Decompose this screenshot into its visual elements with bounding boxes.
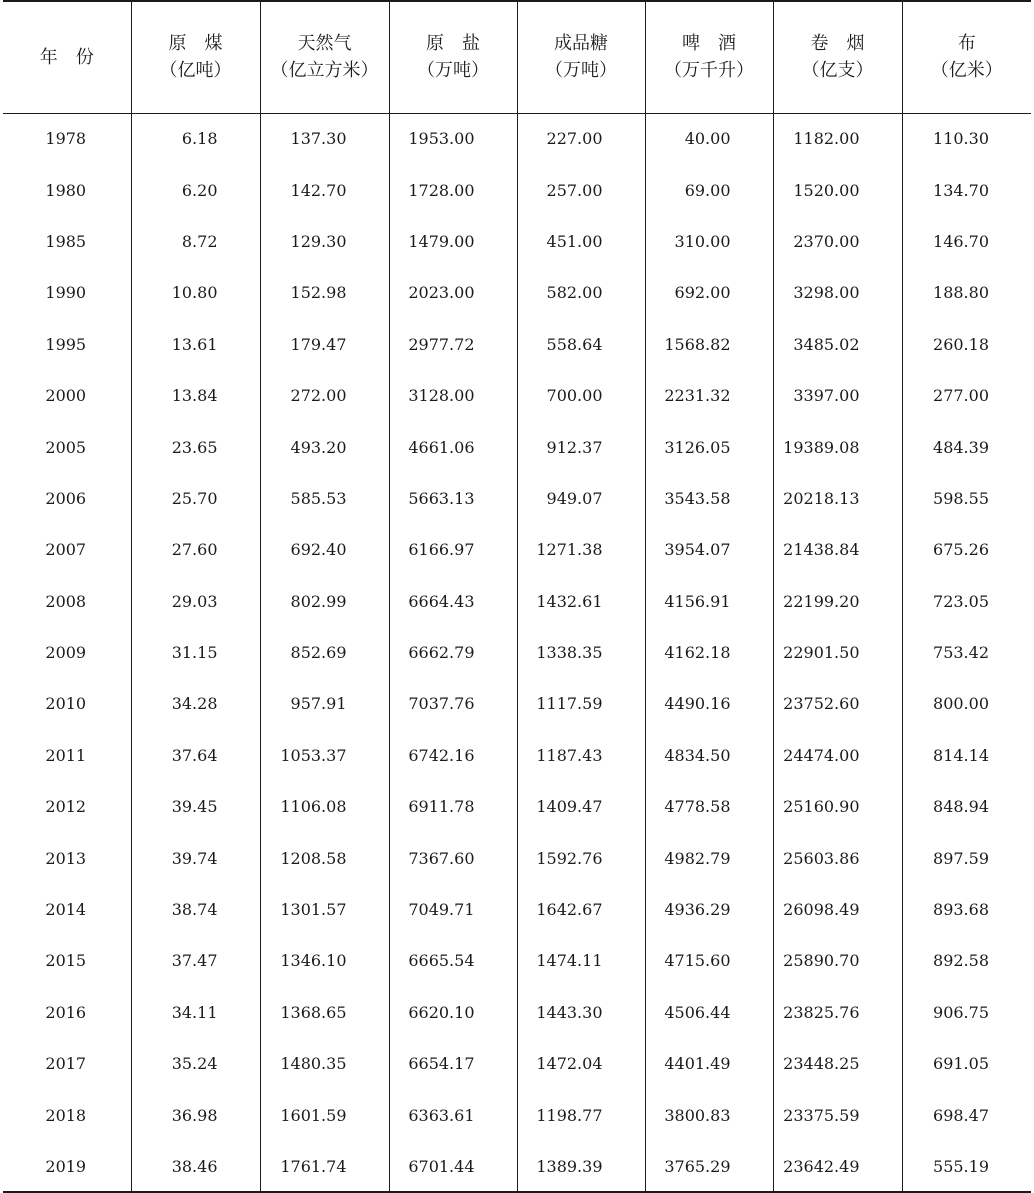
cell-year: 1978 xyxy=(45,129,87,149)
header-raw-coal-label: 原 煤 xyxy=(168,33,223,55)
cell-natural-gas: 1480.35 xyxy=(260,1038,389,1089)
cell-year: 2008 xyxy=(45,591,87,611)
cell-cloth: 906.75 xyxy=(902,987,1031,1038)
cell-raw-coal: 13.84 xyxy=(131,370,260,421)
cell-raw-coal: 34.11 xyxy=(131,987,260,1038)
cell-natural-gas: 1761.74 xyxy=(260,1141,389,1192)
cell-raw-salt: 1728.00 xyxy=(389,164,517,215)
cell-beer: 69.00 xyxy=(645,164,773,215)
cell-year: 1995 xyxy=(45,334,87,354)
cell-refined-sugar: 1271.38 xyxy=(517,524,645,575)
cell-year: 2016 xyxy=(45,1002,87,1022)
cell-natural-gas: 1346.10 xyxy=(260,935,389,986)
cell-refined-sugar: 949.07 xyxy=(517,473,645,524)
table-row xyxy=(3,627,1031,678)
cell-natural-gas: 1368.65 xyxy=(260,987,389,1038)
cell-raw-salt: 6911.78 xyxy=(389,781,517,832)
header-cloth xyxy=(902,1,1031,113)
header-cloth-label: 布 xyxy=(957,33,976,55)
cell-raw-salt: 4661.06 xyxy=(389,421,517,472)
table-body xyxy=(3,113,1031,1192)
cell-refined-sugar: 451.00 xyxy=(517,216,645,267)
table-row xyxy=(3,781,1031,832)
cell-cigarettes: 25890.70 xyxy=(773,935,902,986)
cell-cigarettes: 21438.84 xyxy=(773,524,902,575)
header-raw-coal-unit: （亿吨） xyxy=(159,60,232,82)
cell-natural-gas: 1106.08 xyxy=(260,781,389,832)
cell-refined-sugar: 1409.47 xyxy=(517,781,645,832)
cell-cloth: 134.70 xyxy=(902,164,1031,215)
cell-raw-coal: 38.74 xyxy=(131,884,260,935)
header-year-label: 年 份 xyxy=(39,46,94,68)
production-statistics-table xyxy=(3,0,1031,1193)
table-row xyxy=(3,267,1031,318)
cell-natural-gas: 957.91 xyxy=(260,678,389,729)
cell-raw-salt: 7037.76 xyxy=(389,678,517,729)
cell-raw-salt: 2977.72 xyxy=(389,319,517,370)
cell-cigarettes: 23448.25 xyxy=(773,1038,902,1089)
cell-cigarettes: 25160.90 xyxy=(773,781,902,832)
cell-natural-gas: 142.70 xyxy=(260,164,389,215)
cell-raw-salt: 6363.61 xyxy=(389,1089,517,1140)
cell-year: 2005 xyxy=(45,437,87,457)
cell-cigarettes: 3397.00 xyxy=(773,370,902,421)
cell-cigarettes: 19389.08 xyxy=(773,421,902,472)
cell-cigarettes: 3298.00 xyxy=(773,267,902,318)
cell-refined-sugar: 582.00 xyxy=(517,267,645,318)
header-cigarettes xyxy=(773,1,902,113)
cell-cigarettes: 24474.00 xyxy=(773,730,902,781)
cell-cloth: 893.68 xyxy=(902,884,1031,935)
table-row xyxy=(3,370,1031,421)
cell-beer: 4162.18 xyxy=(645,627,773,678)
table-row xyxy=(3,421,1031,472)
header-cloth-unit: （亿米） xyxy=(930,60,1003,82)
cell-refined-sugar: 227.00 xyxy=(517,113,645,164)
cell-natural-gas: 137.30 xyxy=(260,113,389,164)
cell-cloth: 892.58 xyxy=(902,935,1031,986)
table-row xyxy=(3,987,1031,1038)
cell-cigarettes: 23642.49 xyxy=(773,1141,902,1192)
cell-cloth: 800.00 xyxy=(902,678,1031,729)
cell-cigarettes: 3485.02 xyxy=(773,319,902,370)
cell-beer: 1568.82 xyxy=(645,319,773,370)
cell-cloth: 598.55 xyxy=(902,473,1031,524)
header-natural-gas-unit: （亿立方米） xyxy=(270,60,379,82)
table-row xyxy=(3,1141,1031,1192)
cell-cloth: 753.42 xyxy=(902,627,1031,678)
cell-cigarettes: 23375.59 xyxy=(773,1089,902,1140)
cell-beer: 3543.58 xyxy=(645,473,773,524)
cell-natural-gas: 852.69 xyxy=(260,627,389,678)
cell-raw-coal: 34.28 xyxy=(131,678,260,729)
table-row xyxy=(3,113,1031,164)
cell-raw-coal: 10.80 xyxy=(131,267,260,318)
cell-beer: 40.00 xyxy=(645,113,773,164)
cell-raw-coal: 37.47 xyxy=(131,935,260,986)
cell-raw-coal: 27.60 xyxy=(131,524,260,575)
cell-beer: 4778.58 xyxy=(645,781,773,832)
cell-natural-gas: 1053.37 xyxy=(260,730,389,781)
table-row xyxy=(3,576,1031,627)
cell-year: 1985 xyxy=(45,231,87,251)
table-row xyxy=(3,216,1031,267)
cell-cigarettes: 23752.60 xyxy=(773,678,902,729)
header-year xyxy=(3,1,131,113)
cell-beer: 310.00 xyxy=(645,216,773,267)
cell-natural-gas: 493.20 xyxy=(260,421,389,472)
cell-refined-sugar: 1432.61 xyxy=(517,576,645,627)
header-cigarettes-unit: （亿支） xyxy=(801,60,874,82)
cell-natural-gas: 272.00 xyxy=(260,370,389,421)
cell-beer: 3954.07 xyxy=(645,524,773,575)
cell-cigarettes: 20218.13 xyxy=(773,473,902,524)
cell-cloth: 277.00 xyxy=(902,370,1031,421)
cell-raw-coal: 39.74 xyxy=(131,832,260,883)
cell-raw-salt: 6620.10 xyxy=(389,987,517,1038)
cell-raw-salt: 1953.00 xyxy=(389,113,517,164)
cell-natural-gas: 585.53 xyxy=(260,473,389,524)
cell-cloth: 848.94 xyxy=(902,781,1031,832)
cell-cigarettes: 1520.00 xyxy=(773,164,902,215)
cell-raw-salt: 6654.17 xyxy=(389,1038,517,1089)
cell-beer: 4982.79 xyxy=(645,832,773,883)
cell-raw-coal: 29.03 xyxy=(131,576,260,627)
cell-refined-sugar: 1117.59 xyxy=(517,678,645,729)
cell-beer: 4936.29 xyxy=(645,884,773,935)
cell-beer: 692.00 xyxy=(645,267,773,318)
cell-cigarettes: 22901.50 xyxy=(773,627,902,678)
table-row xyxy=(3,730,1031,781)
table-row xyxy=(3,678,1031,729)
cell-cloth: 260.18 xyxy=(902,319,1031,370)
header-beer xyxy=(645,1,773,113)
cell-cigarettes: 26098.49 xyxy=(773,884,902,935)
cell-raw-coal: 38.46 xyxy=(131,1141,260,1192)
cell-natural-gas: 129.30 xyxy=(260,216,389,267)
cell-beer: 4834.50 xyxy=(645,730,773,781)
cell-cloth: 814.14 xyxy=(902,730,1031,781)
cell-refined-sugar: 1338.35 xyxy=(517,627,645,678)
cell-raw-salt: 6166.97 xyxy=(389,524,517,575)
cell-refined-sugar: 1472.04 xyxy=(517,1038,645,1089)
cell-year: 2017 xyxy=(45,1054,87,1074)
cell-raw-salt: 5663.13 xyxy=(389,473,517,524)
cell-raw-coal: 31.15 xyxy=(131,627,260,678)
cell-raw-coal: 6.18 xyxy=(131,113,260,164)
cell-raw-coal: 37.64 xyxy=(131,730,260,781)
cell-refined-sugar: 1187.43 xyxy=(517,730,645,781)
table-row xyxy=(3,884,1031,935)
cell-year: 2006 xyxy=(45,488,87,508)
cell-year: 2011 xyxy=(45,745,87,765)
cell-raw-salt: 2023.00 xyxy=(389,267,517,318)
cell-natural-gas: 802.99 xyxy=(260,576,389,627)
cell-year: 2009 xyxy=(45,643,87,663)
header-raw-salt-label: 原 盐 xyxy=(426,33,480,55)
cell-cloth: 698.47 xyxy=(902,1089,1031,1140)
cell-raw-salt: 1479.00 xyxy=(389,216,517,267)
table-row xyxy=(3,832,1031,883)
cell-raw-salt: 6742.16 xyxy=(389,730,517,781)
cell-year: 2018 xyxy=(45,1105,87,1125)
cell-cloth: 110.30 xyxy=(902,113,1031,164)
table-row xyxy=(3,473,1031,524)
cell-raw-salt: 6662.79 xyxy=(389,627,517,678)
cell-raw-coal: 13.61 xyxy=(131,319,260,370)
cell-natural-gas: 179.47 xyxy=(260,319,389,370)
table-row xyxy=(3,935,1031,986)
cell-natural-gas: 1301.57 xyxy=(260,884,389,935)
cell-beer: 4715.60 xyxy=(645,935,773,986)
cell-year: 2010 xyxy=(45,694,87,714)
cell-year: 2015 xyxy=(45,951,87,971)
cell-year: 2019 xyxy=(3,1141,131,1192)
cell-cloth: 555.19 xyxy=(902,1141,1031,1192)
cell-beer: 3800.83 xyxy=(645,1089,773,1140)
statistics-table-container xyxy=(3,0,1031,1193)
cell-cigarettes: 2370.00 xyxy=(773,216,902,267)
cell-year: 1990 xyxy=(45,283,87,303)
cell-cigarettes: 25603.86 xyxy=(773,832,902,883)
cell-natural-gas: 1601.59 xyxy=(260,1089,389,1140)
table-row xyxy=(3,164,1031,215)
cell-beer: 3765.29 xyxy=(645,1141,773,1192)
cell-cloth: 691.05 xyxy=(902,1038,1031,1089)
header-refined-sugar-label: 成品糖 xyxy=(554,33,608,55)
cell-beer: 4506.44 xyxy=(645,987,773,1038)
cell-refined-sugar: 912.37 xyxy=(517,421,645,472)
header-beer-label: 啤 酒 xyxy=(682,33,736,55)
header-raw-salt xyxy=(389,1,517,113)
cell-raw-coal: 36.98 xyxy=(131,1089,260,1140)
table-row xyxy=(3,319,1031,370)
cell-raw-coal: 8.72 xyxy=(131,216,260,267)
cell-refined-sugar: 1198.77 xyxy=(517,1089,645,1140)
cell-raw-coal: 23.65 xyxy=(131,421,260,472)
cell-refined-sugar: 1474.11 xyxy=(517,935,645,986)
cell-raw-salt: 6664.43 xyxy=(389,576,517,627)
cell-beer: 2231.32 xyxy=(645,370,773,421)
table-row xyxy=(3,524,1031,575)
header-beer-unit: （万千升） xyxy=(664,60,754,82)
header-refined-sugar xyxy=(517,1,645,113)
header-refined-sugar-unit: （万吨） xyxy=(545,60,617,82)
cell-raw-coal: 35.24 xyxy=(131,1038,260,1089)
cell-year: 2007 xyxy=(45,540,87,560)
cell-natural-gas: 1208.58 xyxy=(260,832,389,883)
table-row xyxy=(3,1089,1031,1140)
cell-raw-coal: 6.20 xyxy=(131,164,260,215)
cell-cigarettes: 23825.76 xyxy=(773,987,902,1038)
cell-refined-sugar: 1389.39 xyxy=(517,1141,645,1192)
header-row xyxy=(3,1,1031,113)
cell-year: 1980 xyxy=(45,180,87,200)
cell-cloth: 897.59 xyxy=(902,832,1031,883)
table-row xyxy=(3,1038,1031,1089)
cell-refined-sugar: 1642.67 xyxy=(517,884,645,935)
cell-year: 2013 xyxy=(45,848,87,868)
cell-cloth: 188.80 xyxy=(902,267,1031,318)
header-natural-gas-label: 天然气 xyxy=(297,33,352,55)
cell-cloth: 484.39 xyxy=(902,421,1031,472)
cell-refined-sugar: 257.00 xyxy=(517,164,645,215)
cell-cloth: 723.05 xyxy=(902,576,1031,627)
cell-cloth: 675.26 xyxy=(902,524,1031,575)
cell-refined-sugar: 558.64 xyxy=(517,319,645,370)
cell-raw-salt: 7049.71 xyxy=(389,884,517,935)
cell-raw-salt: 6701.44 xyxy=(389,1141,517,1192)
header-raw-coal xyxy=(131,1,260,113)
header-natural-gas xyxy=(260,1,389,113)
cell-year: 2000 xyxy=(45,386,87,406)
cell-year: 2012 xyxy=(45,797,87,817)
cell-beer: 4401.49 xyxy=(645,1038,773,1089)
cell-raw-coal: 25.70 xyxy=(131,473,260,524)
header-raw-salt-unit: （万吨） xyxy=(417,60,489,82)
cell-beer: 4490.16 xyxy=(645,678,773,729)
cell-raw-salt: 3128.00 xyxy=(389,370,517,421)
cell-beer: 4156.91 xyxy=(645,576,773,627)
header-cigarettes-label: 卷 烟 xyxy=(810,33,865,55)
cell-refined-sugar: 700.00 xyxy=(517,370,645,421)
cell-raw-coal: 39.45 xyxy=(131,781,260,832)
cell-refined-sugar: 1443.30 xyxy=(517,987,645,1038)
cell-refined-sugar: 1592.76 xyxy=(517,832,645,883)
cell-natural-gas: 152.98 xyxy=(260,267,389,318)
cell-natural-gas: 692.40 xyxy=(260,524,389,575)
cell-raw-salt: 6665.54 xyxy=(389,935,517,986)
cell-raw-salt: 7367.60 xyxy=(389,832,517,883)
table-header xyxy=(3,1,1031,113)
cell-beer: 3126.05 xyxy=(645,421,773,472)
cell-cloth: 146.70 xyxy=(902,216,1031,267)
cell-year: 2014 xyxy=(45,900,87,920)
cell-cigarettes: 22199.20 xyxy=(773,576,902,627)
cell-cigarettes: 1182.00 xyxy=(773,113,902,164)
